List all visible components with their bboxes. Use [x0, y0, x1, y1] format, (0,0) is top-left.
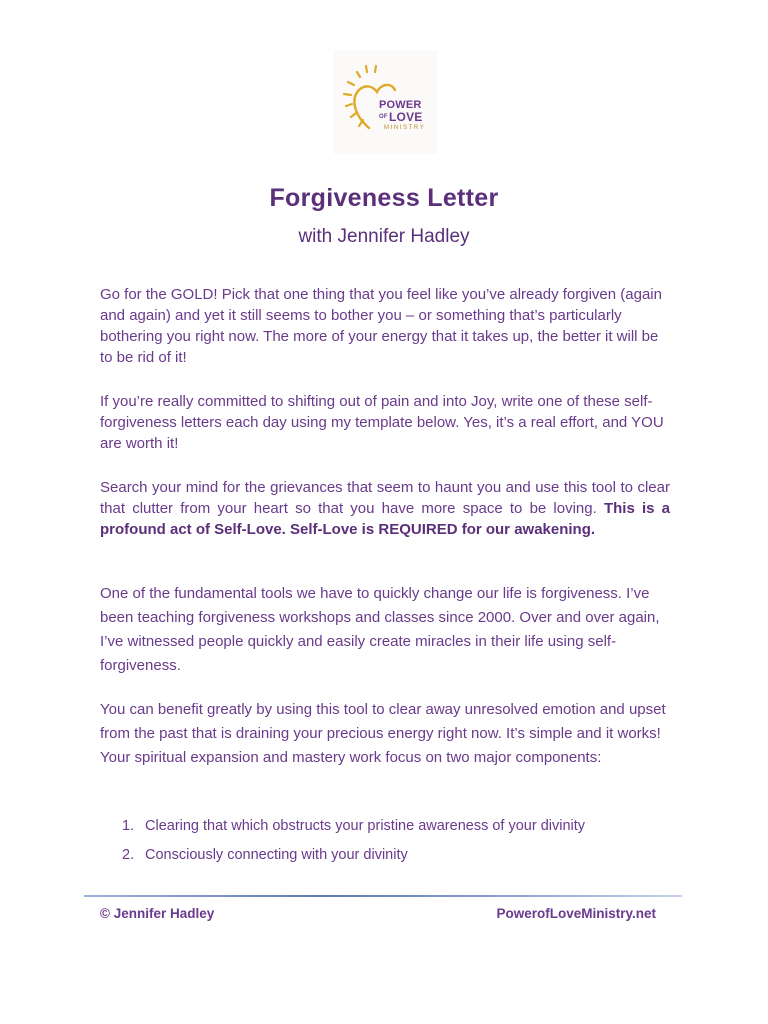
list-item-text: Consciously connecting with your divinity	[145, 847, 408, 863]
components-list	[100, 818, 680, 876]
logo-line-love: LOVE	[389, 110, 423, 124]
logo-line-power: POWER	[379, 99, 422, 111]
list-item	[100, 818, 680, 847]
paragraph-go-for-gold: Go for the GOLD! Pick that one thing that you feel like you’ve already forgiven (again and again) and yet it still seems to bother you – or something that’s particularly bothering you right now. The more of your energy that it takes up, the better it will be to be rid of it!	[100, 286, 662, 366]
footer-divider	[84, 895, 682, 897]
paragraph-commitment: If you’re really committed to shifting out of pain and into Joy, write one of these self-forgiveness letters each day using my template below. Yes, it’s a real effort, and YOU are worth it!	[100, 393, 664, 452]
document-subtitle: with Jennifer Hadley	[298, 226, 470, 247]
paragraph-self-love-text: Search your mind for the grievances that seem to haunt you and use this tool to clear that clutter from your heart so that you have more space to be loving.	[100, 479, 670, 517]
logo-line-of: OF	[379, 114, 388, 120]
list-item	[100, 847, 680, 876]
list-item-text: Clearing that which obstructs your pristine awareness of your divinity	[145, 818, 586, 834]
logo-line-ministry: MINISTRY	[384, 125, 426, 131]
document-title: Forgiveness Letter	[269, 184, 499, 212]
paragraph-self-love	[100, 477, 670, 540]
list-item-number: 2.	[122, 847, 135, 863]
list-item-number: 1.	[122, 818, 135, 834]
paragraph-self-love-emphasis: This is a profound act of Self-Love. Self-Love is REQUIRED for our awakening.	[100, 500, 670, 538]
paragraph-fundamental-tools: One of the fundamental tools we have to quickly change our life is forgiveness. I’ve been teaching forgiveness workshops and classes since 2000. Over and over again, I’ve witnessed people quickly and easily create miracles in their life using self-forgiveness.	[100, 585, 660, 674]
ministry-logo	[333, 50, 437, 154]
footer-copyright: © Jennifer Hadley	[100, 906, 215, 921]
footer-website-link[interactable]: PowerofLoveMinistry.net	[496, 906, 656, 921]
paragraph-benefit: You can benefit greatly by using this tool to clear away unresolved emotion and upset from the past that is draining your precious energy right now. It’s simple and it works! Your spiritual expansion and mastery work focus on two major components:	[100, 701, 666, 766]
